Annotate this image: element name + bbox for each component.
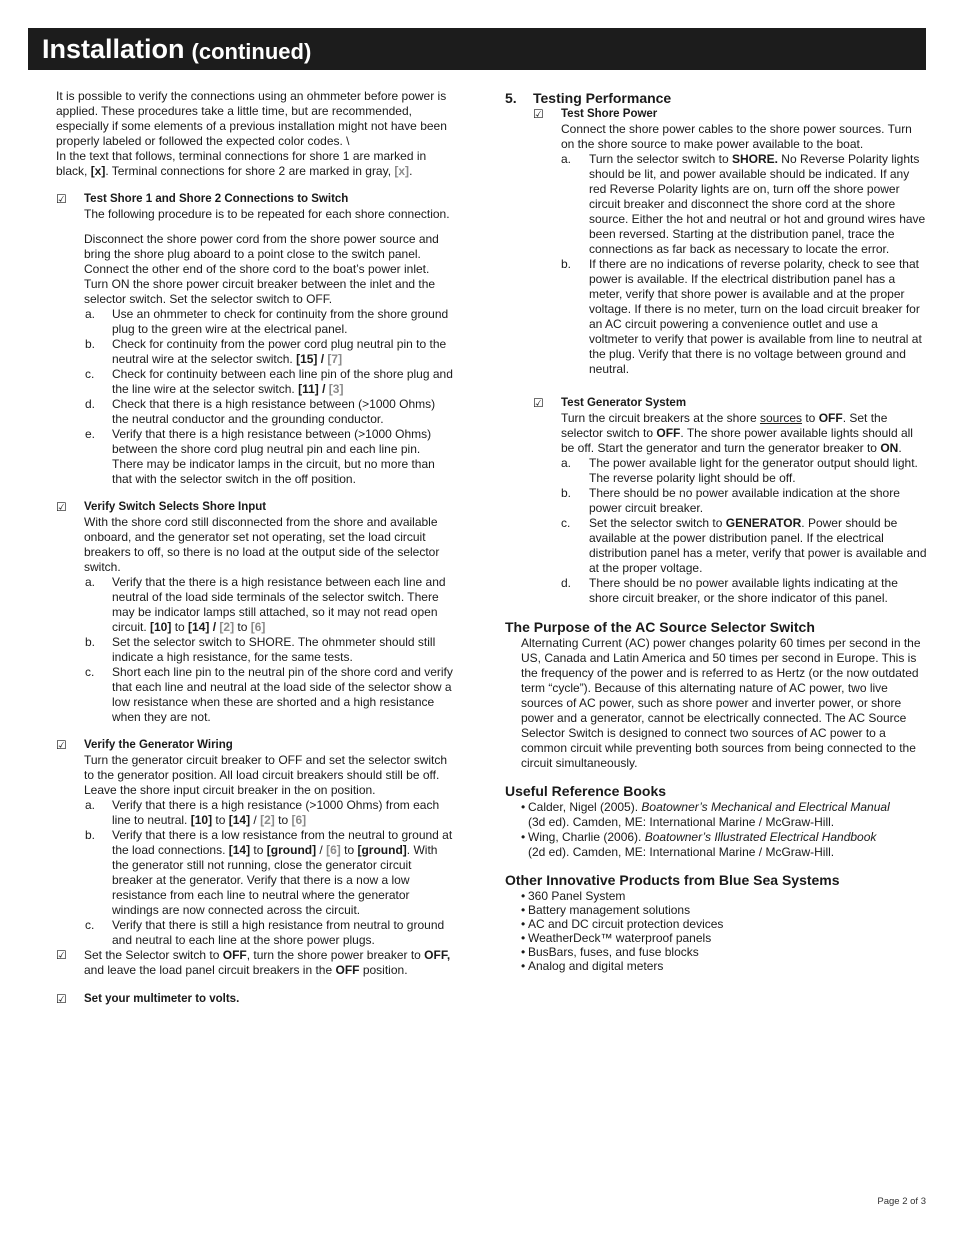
list-item: c. Short each line pin to the neutral pin of the shore cord and verify that each line and neutral at the load side of the selector show a low resistance when these are shorted and a high resistance when they are not. (85, 665, 453, 724)
list-item: b. Verify that there is a low resistance from the neutral to ground at the load connections. [14] to [ground] / [6] to [ground]. With the generator still not running, close the generator circuit breaker at the generator. Verify that there is a now a low resistance from each line to neutral where the generator windings are now connected across the circuit. (85, 828, 453, 917)
list-item: a. Turn the selector switch to SHORE. No Reverse Polarity lights should be lit, and power available should be indicated. If any red Reverse Polarity lights are on, turn off the shore power circuit breaker and disconnect the shore cord at the shore source. Either the hot and neutral or hot and ground wires have been reversed. Starting at the distribution panel, trace the connections as far back as necessary to locate the error. (561, 152, 926, 256)
section-heading: Set your multimeter to volts. (84, 993, 240, 1005)
steps-list (56, 575, 454, 725)
list-item: a. Verify that the there is a high resistance between each line and neutral of the load side terminals of the selector switch. There may be indicator lamps still attached, so it may not read open circuit. [10] to [14] / [2] to [6] (85, 575, 446, 634)
books-list (505, 800, 927, 860)
list-item: • Calder, Nigel (2005). Boatowner’s Mechanical and Electrical Manual (3d ed). Camden, ME: International Marine / McGraw-Hill. (521, 800, 890, 829)
intro-paragraph: It is possible to verify the connections using an ohmmeter before power is applied. These procedures take a little time, but are recommended, especially if some elements of a previous installation might not have been properly labeled or followed the expected color codes. \ (56, 89, 447, 148)
list-item: a. The power available light for the generator output should light. The reverse polarity light should be off. (561, 456, 918, 485)
list-item: c. Check for continuity between each line pin of the shore plug and the line wire at the selector switch. [11] / [3] (85, 367, 453, 396)
section-heading: Test Generator System (561, 397, 687, 409)
section-heading: Other Innovative Products from Blue Sea Systems (505, 872, 840, 888)
section-verify-generator (56, 738, 454, 798)
list-item: b. Check for continuity from the power cord plug neutral pin to the neutral wire at the selector switch. [15] / [7] (85, 337, 447, 366)
list-item: b. If there are no indications of reverse polarity, check to see that power is available. If the electrical distribution panel has a meter, verify that shore power is available and at the proper voltage. If there is no meter, turn on the load circuit breaker for an AC circuit powering a convenience outlet and use a voltmeter to verify that power is available from line to neutral at the plug. Verify that there is no voltage between ground and neutral. (561, 257, 922, 376)
section-heading: Verify Switch Selects Shore Input (84, 501, 267, 513)
section-set-multimeter (56, 992, 454, 1007)
section-set-selector-off: ☑ Set the Selector switch to OFF, turn the shore power breaker to OFF, and leave the load panel circuit breakers in the OFF position. (56, 948, 451, 977)
page-title: Installation (42, 33, 185, 64)
section-heading: The Purpose of the AC Source Selector Switch (505, 619, 815, 635)
list-item: d. Check that there is a high resistance between (>1000 Ohms) the neutral conductor and the grounding conductor. (85, 397, 436, 426)
section-heading: Useful Reference Books (505, 783, 667, 799)
list-item: • AC and DC circuit protection devices (521, 917, 724, 931)
list-item: • Battery management solutions (521, 903, 691, 917)
products-list (505, 889, 927, 973)
section-test-generator (533, 396, 927, 456)
checkbox-icon: ☑ (56, 948, 67, 962)
steps-list (533, 152, 927, 377)
steps-list (533, 456, 927, 606)
page-number: Page 2 of 3 (877, 1196, 926, 1207)
list-item: b. There should be no power available indication at the shore power circuit breaker. (561, 486, 900, 515)
intro-legend: In the text that follows, terminal connections for shore 1 are marked in black, [x]. Terminal connections for shore 2 are marked in gray, [x]. (56, 149, 427, 178)
section-paragraph: Turn the circuit breakers at the shore sources to OFF. Set the selector switch to OFF. The shore power available lights should all be off. Start the generator and turn the generator breaker to ON. (561, 411, 913, 455)
section-paragraph: Turn the generator circuit breaker to OFF and set the selector switch to the generator position. All load circuit breakers should still be off. Leave the shore input circuit breaker in the on position. (84, 753, 448, 797)
section-heading: Test Shore Power (561, 108, 658, 120)
left-column (56, 89, 454, 1007)
list-item: • Wing, Charlie (2006). Boatowner’s Illustrated Electrical Handbook (2d ed). Camden, ME: International Marine / McGraw-Hill. (521, 830, 877, 859)
list-item: b. Set the selector switch to SHORE. The ohmmeter should still indicate a high resistance, for the same tests. (85, 635, 436, 664)
list-item: • WeatherDeck™ waterproof panels (521, 931, 712, 945)
list-item: c. Verify that there is still a high resistance from neutral to ground and neutral to each line at the shore power plugs. (85, 918, 445, 947)
page-banner (28, 28, 926, 70)
page-subtitle: (continued) (191, 38, 312, 64)
list-item: a. Verify that there is a high resistance (>1000 Ohms) from each line to neutral. [10] to [14] / [2] to [6] (85, 798, 440, 827)
list-item: d. There should be no power available lights indicating at the shore circuit breaker, or the shore indicator of this panel. (561, 576, 898, 605)
section-test-shore-connections (56, 192, 454, 307)
checkbox-icon: ☑ (533, 396, 544, 410)
checkbox-icon: ☑ (533, 107, 544, 121)
section-heading: Test Shore 1 and Shore 2 Connections to Switch (84, 193, 349, 205)
section-paragraph: Disconnect the shore power cord from the shore power source and bring the shore plug aboard to a point close to the switch panel. Connect the other end of the shore cord to the boat’s power inlet. Turn ON the shore power circuit breaker between the inlet and the selector switch. Set the selector switch to OFF. (84, 232, 439, 306)
list-item: • Analog and digital meters (521, 959, 664, 973)
checkbox-icon: ☑ (56, 992, 67, 1006)
section-paragraph: Alternating Current (AC) power changes polarity 60 times per second in the US, Canada and Latin America and 50 times per second in Europe. This is the frequency of the power and is referred to as Hertz (or the now outdated term “cycle”). Because of this alternating nature of AC power, two live sources of AC power, such as shore power and inverter power, or shore power and a generator, cannot be electrically connected. The AC Source Selector Switch is designed to connect two sources of AC power to a common circuit while preventing both sources from being connected to the circuit simultaneously. (521, 636, 921, 770)
right-column (505, 89, 927, 973)
section-paragraph: Connect the shore power cables to the shore power sources. Turn on the shore source to make power available to the boat. (561, 122, 912, 151)
checkbox-icon: ☑ (56, 500, 67, 514)
list-item: c. Set the selector switch to GENERATOR. Power should be available at the power distribution panel. If the electrical distribution panel has a meter, verify that power is available and at the proper voltage. (561, 516, 927, 575)
steps-list (56, 307, 454, 487)
list-item: e. Verify that there is a high resistance between (>1000 Ohms) between the shore cord plug neutral pin and each line pin. There may be indicator lamps in the circuit, but no more than that with the selector switch in the off position. (85, 427, 435, 486)
testing-performance-heading: 5. Testing Performance (505, 90, 672, 106)
section-verify-switch (56, 500, 454, 575)
list-item: • BusBars, fuses, and fuse blocks (521, 945, 699, 959)
list-item: • 360 Panel System (521, 889, 626, 903)
section-paragraph: The following procedure is to be repeated for each shore connection. (84, 207, 450, 221)
section-test-shore-power (533, 107, 927, 152)
list-item: a. Use an ohmmeter to check for continuity from the shore ground plug to the green wire at the electrical panel. (85, 307, 449, 336)
section-heading: Verify the Generator Wiring (84, 739, 233, 751)
checkbox-icon: ☑ (56, 192, 67, 206)
steps-list (56, 798, 454, 948)
section-paragraph: With the shore cord still disconnected from the shore and available onboard, and the generator set not operating, set the load circuit breakers to off, so there is no load at the output side of the selector switch. (84, 515, 440, 574)
checkbox-icon: ☑ (56, 738, 67, 752)
